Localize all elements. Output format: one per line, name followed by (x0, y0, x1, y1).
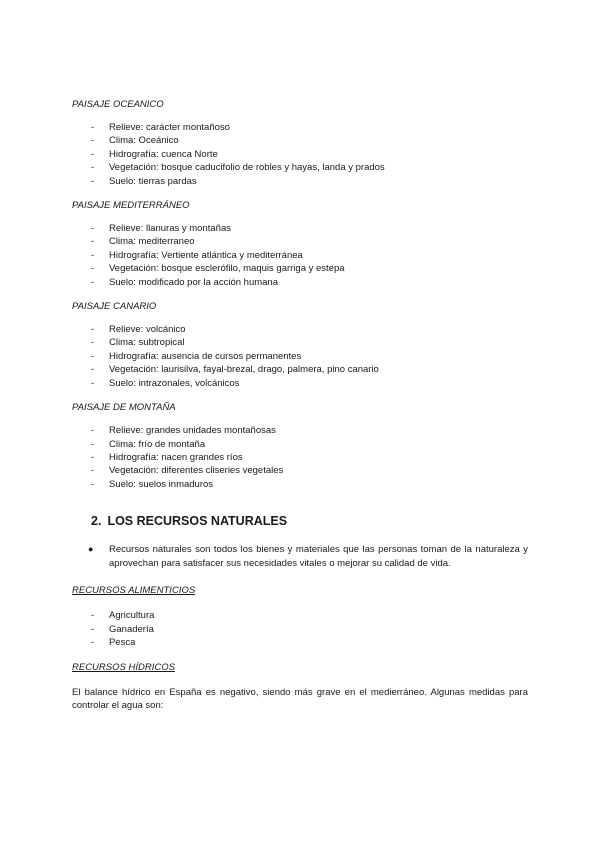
feature-list (72, 222, 528, 289)
dash-bullet: - (91, 148, 95, 160)
dash-bullet: - (91, 122, 95, 133)
dash-bullet: - (91, 451, 95, 463)
bullet-dot-icon: ● (88, 544, 94, 555)
dash-bullet: - (91, 324, 95, 336)
section-title: PAISAJE MEDITERRÁNEO (72, 200, 190, 212)
hidricos-paragraph: El balance hídrico en España es negativo, siendo más grave en el medierráneo. Algunas medidas para controlar el agua son: (72, 686, 528, 712)
dash-bullet: - (91, 377, 95, 389)
list-item: - Hidrografía: ausencia de cursos permanentes (91, 350, 302, 362)
section-canario (72, 300, 528, 390)
list-item: - Hidrografía: Vertiente atlántica y mediterránea (91, 249, 303, 261)
dash-bullet: - (91, 236, 95, 248)
list-item: - Hidrografía: nacen grandes ríos (91, 451, 243, 463)
list-item: - Relieve: volcánico (91, 324, 186, 336)
recursos-heading (91, 513, 528, 529)
list-item: - Vegetación: laurisilva, fayal-brezal, drago, palmera, pino canario (91, 364, 379, 376)
section-mediterraneo (72, 199, 528, 289)
list-item: - Suelo: suelos inmaduros (91, 478, 214, 490)
list-item: - Clima: Oceánico (91, 135, 179, 147)
feature-list (72, 323, 528, 390)
list-item: - Suelo: modificado por la acción humana (91, 276, 278, 288)
dash-bullet: - (91, 478, 95, 490)
list-item: - Clima: mediterraneo (91, 236, 195, 248)
dash-bullet: - (91, 610, 95, 622)
dash-bullet: - (91, 276, 95, 288)
feature-list (72, 424, 528, 491)
list-item: - Suelo: intrazonales, volcánicos (91, 377, 240, 389)
section-montana (72, 401, 528, 491)
list-item: - Relieve: carácter montañoso (91, 122, 230, 133)
list-item: - Agricultura (91, 610, 155, 622)
alimenticios-title: RECURSOS ALIMENTICIOS (72, 585, 196, 597)
list-item: - Suelo: tierras pardas (91, 175, 197, 187)
definition-paragraph: ● Recursos naturales son todos los bienes y materiales que las personas toman de la naturaleza y aprovechan para satisfacer sus necesidades vitales o mejorar su calidad de vida. (88, 544, 528, 569)
dash-bullet: - (91, 249, 95, 261)
section-number: 2. (91, 514, 102, 529)
dash-bullet: - (91, 162, 95, 174)
list-item: - Hidrografía: cuenca Norte (91, 148, 218, 160)
dash-bullet: - (91, 135, 95, 147)
list-item: - Clima: subtropical (91, 337, 185, 349)
dash-bullet: - (91, 637, 95, 649)
dash-bullet: - (91, 223, 95, 235)
alimenticios-list (72, 609, 528, 649)
recursos-title: LOS RECURSOS NATURALES (107, 514, 288, 529)
list-item: - Clima: frío de montaña (91, 438, 206, 450)
dash-bullet: - (91, 438, 95, 450)
feature-list (72, 121, 528, 188)
list-item: - Ganadería (91, 623, 154, 635)
section-title: PAISAJE DE MONTAÑA (72, 402, 176, 414)
list-item: - Pesca (91, 637, 136, 649)
dash-bullet: - (91, 350, 95, 362)
list-item: - Relieve: grandes unidades montañosas (91, 425, 276, 437)
hidricos-title: RECURSOS HÍDRICOS (72, 661, 175, 673)
list-item: - Relieve: llanuras y montañas (91, 223, 231, 235)
dash-bullet: - (91, 263, 95, 275)
dash-bullet: - (91, 175, 95, 187)
list-item: - Vegetación: bosque caducifolio de robles y hayas, landa y prados (91, 162, 385, 174)
document-content (72, 98, 528, 713)
dash-bullet: - (91, 425, 95, 437)
dash-bullet: - (91, 623, 95, 635)
section-title: PAISAJE OCEANICO (72, 99, 164, 110)
section-oceanico (72, 98, 528, 188)
dash-bullet: - (91, 337, 95, 349)
section-title: PAISAJE CANARIO (72, 301, 157, 313)
dash-bullet: - (91, 364, 95, 376)
dash-bullet: - (91, 465, 95, 477)
list-item: - Vegetación: bosque esclerófilo, maquis garriga y estepa (91, 263, 345, 275)
list-item: - Vegetación: diferentes cliseries vegetales (91, 465, 284, 477)
